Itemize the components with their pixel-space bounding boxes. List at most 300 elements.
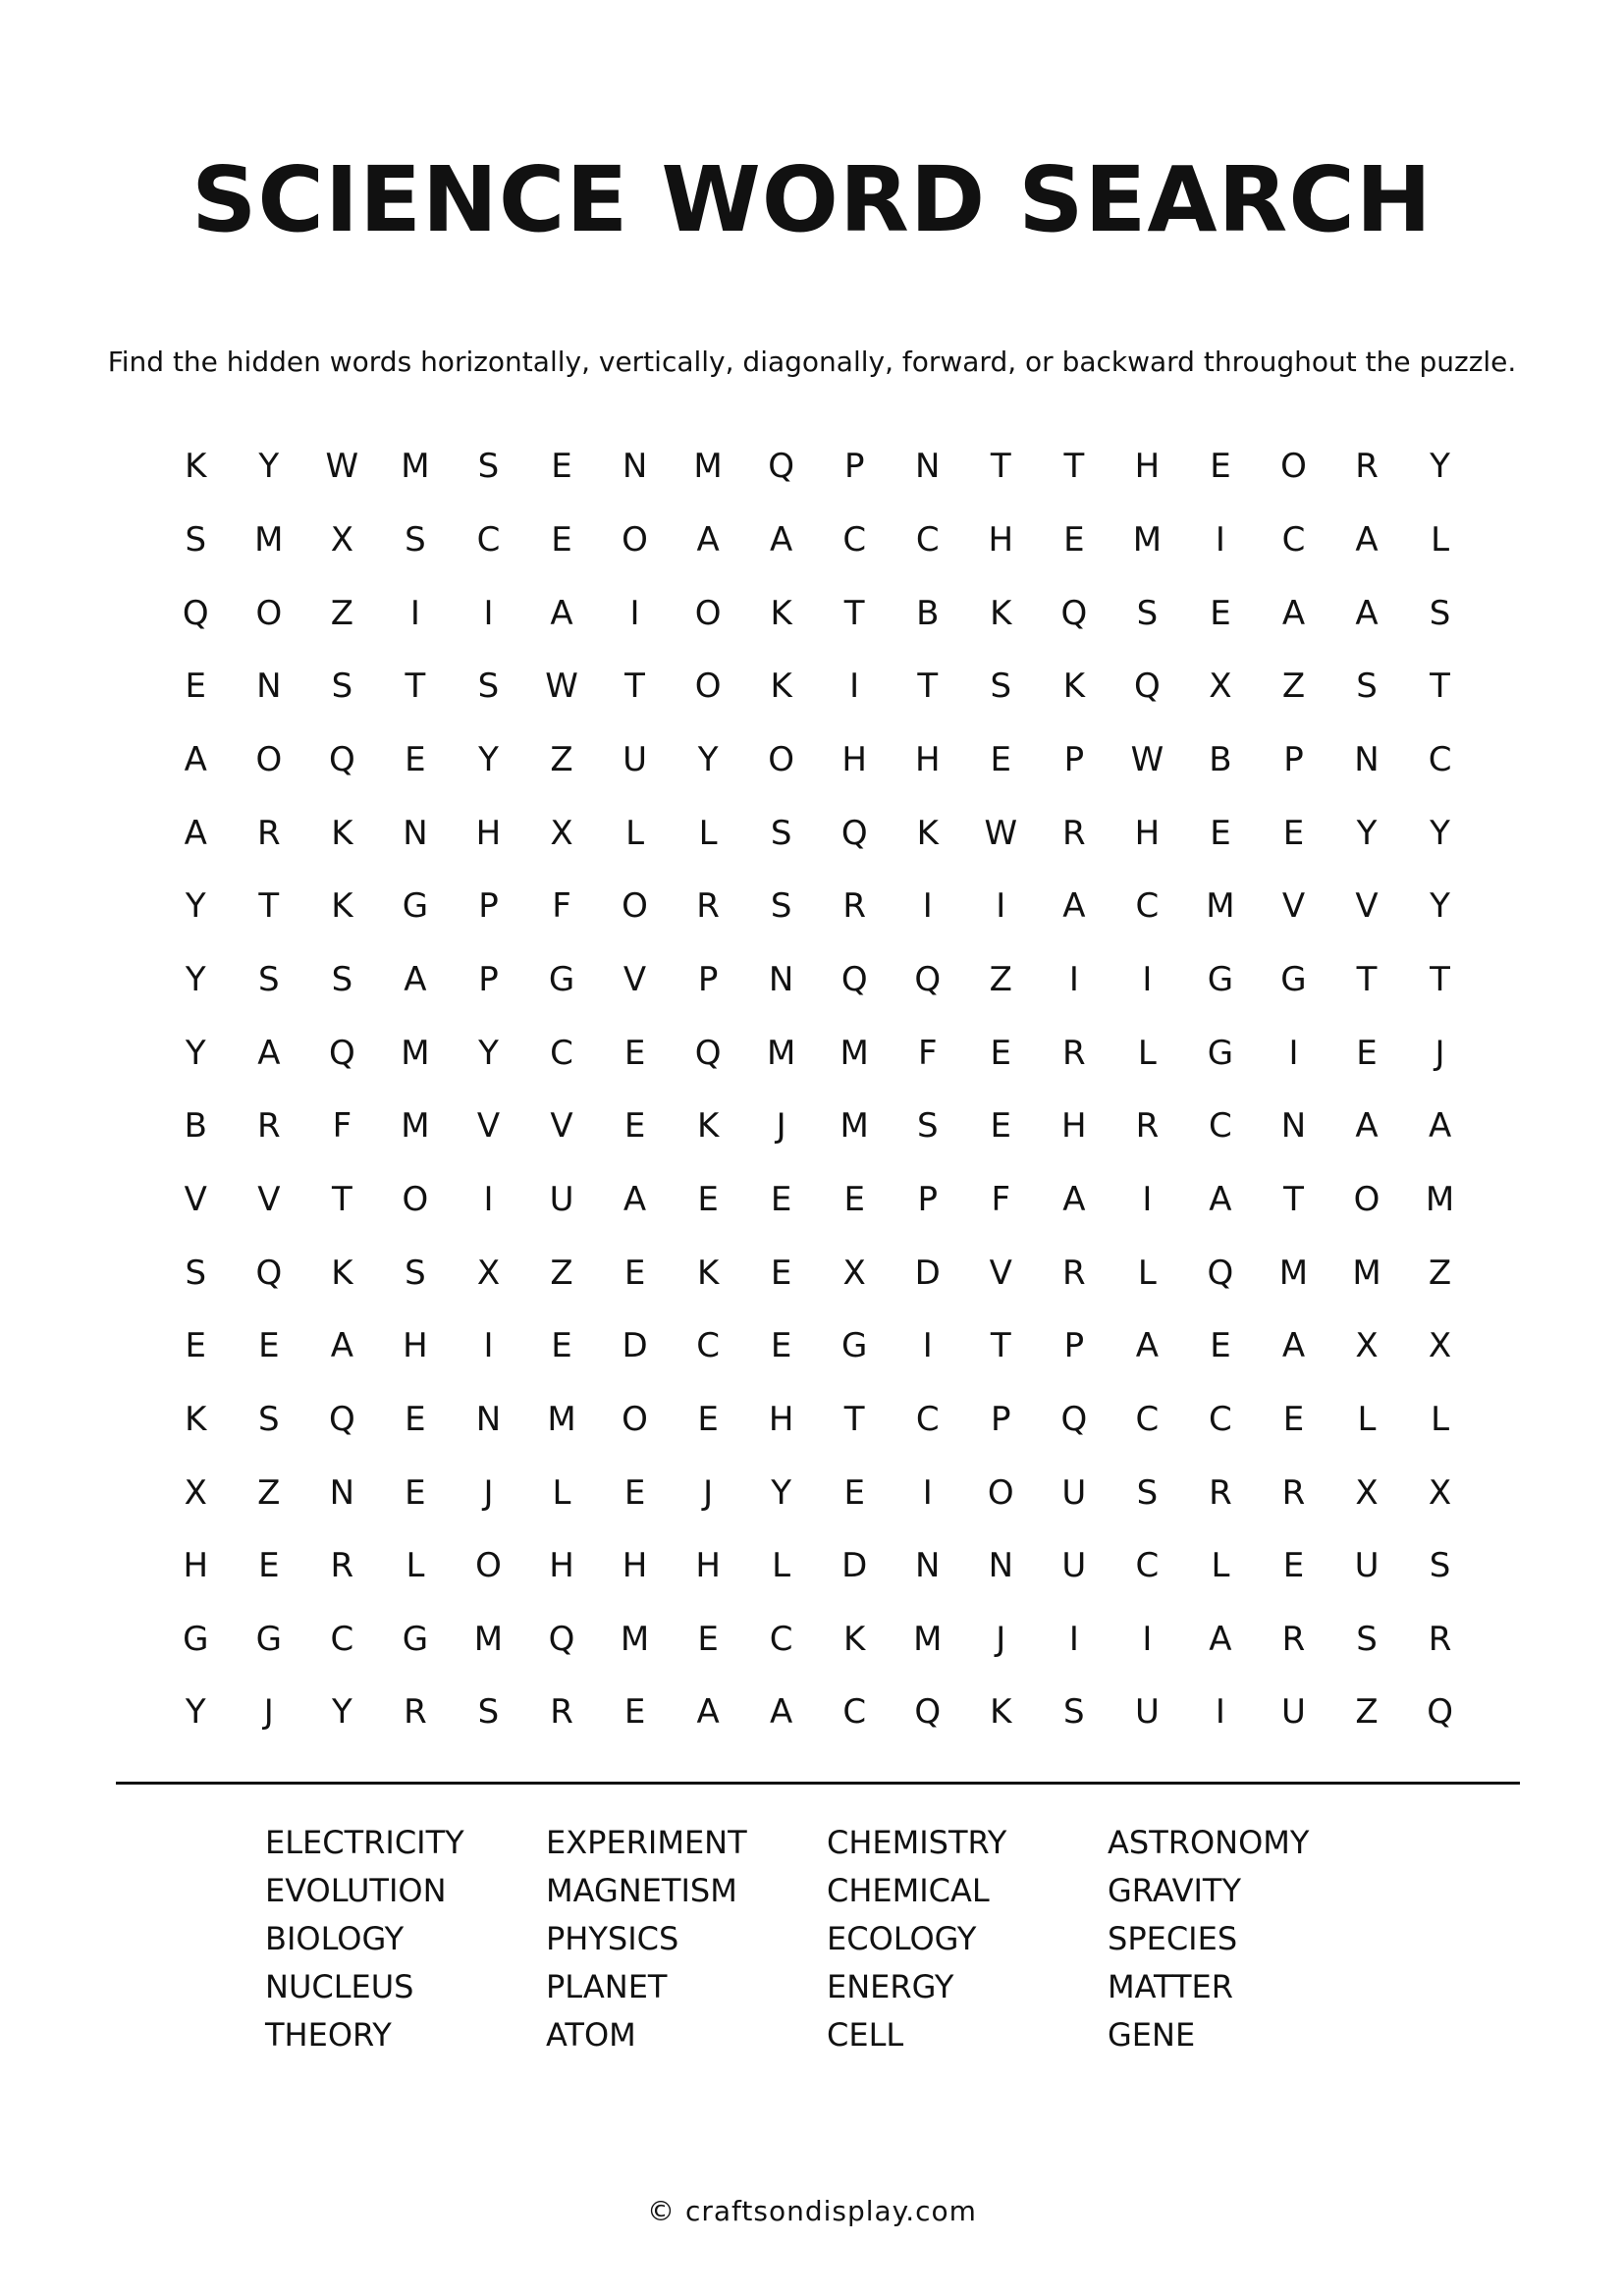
grid-letter: C (915, 1399, 940, 1439)
grid-letter: R (257, 813, 281, 853)
grid-letter: I (849, 667, 860, 707)
footer-credit: © craftsondisplay.com (647, 2195, 977, 2227)
grid-letter: E (551, 519, 572, 560)
grid-letter: F (991, 1179, 1011, 1219)
grid-letter: N (475, 1399, 502, 1439)
grid-letter: R (550, 1692, 573, 1733)
grid-letter: C (1135, 1546, 1160, 1586)
word-list-item: ENERGY (827, 1968, 954, 2005)
grid-letter: F (552, 886, 571, 927)
grid-letter: K (843, 1619, 866, 1659)
word-list-item: CHEMISTRY (827, 1824, 1007, 1861)
grid-letter: S (770, 813, 792, 853)
grid-letter: R (842, 886, 866, 927)
grid-letter: E (843, 1179, 865, 1219)
word-list-item: ASTRONOMY (1108, 1824, 1310, 1861)
grid-letter: H (841, 739, 867, 779)
grid-letter: O (622, 519, 648, 560)
grid-letter: R (1135, 1106, 1160, 1147)
grid-letter: K (770, 667, 792, 707)
grid-letter: C (550, 1033, 573, 1073)
grid-letter: S (990, 667, 1012, 707)
grid-letter: T (258, 886, 280, 927)
grid-letter: Q (840, 813, 868, 853)
grid-letter: R (1062, 1033, 1086, 1073)
grid-letter: S (477, 667, 500, 707)
page-title: SCIENCE WORD SEARCH (191, 147, 1433, 252)
grid-letter: M (1206, 886, 1235, 927)
grid-letter: I (1215, 519, 1225, 560)
grid-letter: A (770, 519, 793, 560)
grid-letter: T (1430, 667, 1450, 707)
grid-letter: E (990, 1033, 1012, 1073)
grid-letter: H (914, 739, 941, 779)
grid-letter: K (696, 1253, 720, 1293)
grid-letter: Y (1430, 886, 1450, 927)
grid-letter: A (1209, 1619, 1232, 1659)
grid-letter: N (915, 447, 941, 487)
grid-letter: J (483, 1472, 494, 1513)
grid-letter: R (696, 886, 720, 927)
grid-letter: R (257, 1106, 281, 1147)
grid-letter: E (405, 1472, 426, 1513)
grid-letter: S (1429, 1546, 1451, 1586)
grid-letter: S (258, 959, 280, 999)
grid-letter: E (258, 1546, 280, 1586)
word-list-item: THEORY (265, 2016, 392, 2054)
grid-letter: O (475, 1546, 502, 1586)
grid-letter: M (1425, 1179, 1455, 1219)
grid-letter: A (1355, 593, 1379, 633)
grid-letter: S (477, 1692, 500, 1733)
grid-letter: L (772, 1546, 791, 1586)
grid-letter: S (1063, 1692, 1085, 1733)
grid-letter: E (1210, 1326, 1231, 1366)
grid-letter: K (696, 1106, 720, 1147)
word-list-item: PHYSICS (546, 1920, 679, 1957)
grid-letter: N (256, 667, 282, 707)
grid-letter: Y (1430, 447, 1450, 487)
grid-letter: N (329, 1472, 355, 1513)
grid-letter: E (258, 1326, 280, 1366)
grid-letter: Y (331, 1692, 352, 1733)
word-list-item: SPECIES (1108, 1920, 1238, 1957)
grid-letter: N (1280, 1106, 1307, 1147)
grid-letter: O (1280, 447, 1307, 487)
grid-letter: E (1356, 1033, 1378, 1073)
grid-letter: I (1142, 1619, 1153, 1659)
word-list-item: PLANET (546, 1968, 668, 2005)
grid-letter: R (1281, 1619, 1306, 1659)
grid-letter: K (185, 1399, 207, 1439)
grid-letter: X (476, 1253, 501, 1293)
grid-letter: Q (1060, 593, 1088, 633)
grid-letter: X (842, 1253, 866, 1293)
grid-letter: P (697, 959, 719, 999)
grid-letter: Y (258, 447, 280, 487)
grid-letter: D (841, 1546, 868, 1586)
grid-letter: I (483, 1326, 494, 1366)
grid-letter: S (1136, 593, 1159, 633)
grid-letter: E (770, 1326, 792, 1366)
grid-letter: G (841, 1326, 868, 1366)
grid-letter: E (1063, 519, 1085, 560)
grid-letter: Q (182, 593, 209, 633)
grid-letter: O (622, 1399, 648, 1439)
grid-letter: Q (328, 1033, 355, 1073)
grid-letter: X (1428, 1472, 1452, 1513)
grid-letter: X (1428, 1326, 1452, 1366)
grid-letter: P (917, 1179, 938, 1219)
grid-letter: O (694, 667, 722, 707)
grid-letter: V (623, 959, 647, 999)
grid-letter: Z (257, 1472, 281, 1513)
word-list-item: EVOLUTION (265, 1872, 447, 1909)
grid-letter: I (1215, 1692, 1225, 1733)
grid-letter: R (1062, 813, 1086, 853)
grid-letter: Z (330, 593, 354, 633)
grid-letter: I (1068, 959, 1079, 999)
grid-letter: C (696, 1326, 720, 1366)
grid-letter: A (257, 1033, 281, 1073)
grid-letter: G (1207, 1033, 1234, 1073)
grid-letter: E (623, 1033, 646, 1073)
grid-letter: X (1209, 667, 1232, 707)
grid-letter: B (184, 1106, 207, 1147)
grid-letter: J (776, 1106, 786, 1147)
grid-letter: J (1435, 1033, 1445, 1073)
word-list-item: CELL (827, 2016, 904, 2054)
grid-letter: N (1354, 739, 1380, 779)
grid-letter: C (1135, 1399, 1160, 1439)
grid-letter: Q (768, 447, 795, 487)
grid-letter: C (1209, 1399, 1232, 1439)
grid-letter: V (257, 1179, 281, 1219)
grid-letter: L (1431, 519, 1450, 560)
grid-letter: S (185, 1253, 207, 1293)
grid-letter: X (184, 1472, 207, 1513)
grid-letter: H (549, 1546, 574, 1586)
grid-letter: L (1137, 1033, 1157, 1073)
grid-letter: G (1280, 959, 1307, 999)
grid-letter: Q (840, 959, 868, 999)
grid-letter: H (988, 519, 1014, 560)
grid-letter: H (1134, 813, 1161, 853)
grid-letter: Y (1356, 813, 1378, 853)
grid-letter: A (1062, 1179, 1086, 1219)
grid-letter: D (914, 1253, 941, 1293)
grid-letter: U (549, 1179, 574, 1219)
grid-letter: P (1063, 739, 1085, 779)
grid-letter: H (622, 1546, 648, 1586)
grid-letter: K (331, 886, 353, 927)
grid-letter: N (768, 959, 794, 999)
grid-letter: D (622, 1326, 648, 1366)
word-list-item: BIOLOGY (265, 1920, 405, 1957)
grid-letter: A (1062, 886, 1086, 927)
grid-letter: A (696, 1692, 720, 1733)
grid-letter: Y (478, 739, 499, 779)
grid-letter: C (1281, 519, 1306, 560)
grid-letter: P (478, 886, 499, 927)
grid-letter: A (696, 519, 720, 560)
grid-letter: L (698, 813, 718, 853)
word-list-item: GENE (1108, 2016, 1196, 2054)
grid-letter: C (1209, 1106, 1232, 1147)
grid-letter: Q (1207, 1253, 1234, 1293)
grid-letter: M (1132, 519, 1163, 560)
grid-letter: E (551, 447, 572, 487)
grid-letter: A (1281, 1326, 1306, 1366)
grid-letter: I (629, 593, 640, 633)
grid-letter: J (703, 1472, 714, 1513)
grid-letter: U (1061, 1472, 1087, 1513)
grid-letter: Q (694, 1033, 722, 1073)
grid-letter: E (990, 1106, 1012, 1147)
grid-letter: F (917, 1033, 938, 1073)
grid-letter: V (184, 1179, 207, 1219)
grid-letter: I (1142, 1179, 1153, 1219)
grid-letter: O (622, 886, 648, 927)
grid-letter: A (330, 1326, 353, 1366)
word-list-item: CHEMICAL (827, 1872, 990, 1909)
grid-letter: H (183, 1546, 209, 1586)
grid-letter: P (1283, 739, 1304, 779)
grid-letter: C (1135, 886, 1160, 927)
grid-letter: E (1210, 813, 1231, 853)
grid-letter: A (770, 1692, 793, 1733)
grid-letter: R (330, 1546, 354, 1586)
grid-letter: T (624, 667, 645, 707)
grid-letter: S (331, 959, 353, 999)
grid-letter: E (697, 1179, 719, 1219)
grid-letter: W (1130, 739, 1164, 779)
grid-letter: Y (185, 1692, 206, 1733)
grid-letter: S (477, 447, 500, 487)
grid-letter: E (1282, 1546, 1305, 1586)
grid-letter: G (402, 886, 429, 927)
grid-letter: A (184, 813, 207, 853)
word-list-item: EXPERIMENT (546, 1824, 747, 1861)
grid-letter: U (623, 739, 647, 779)
grid-letter: G (402, 1619, 429, 1659)
grid-letter: A (550, 593, 573, 633)
grid-letter: I (996, 886, 1006, 927)
grid-letter: K (990, 593, 1012, 633)
grid-letter: C (915, 519, 940, 560)
grid-letter: E (405, 1399, 426, 1439)
grid-letter: V (1355, 886, 1379, 927)
grid-letter: Y (771, 1472, 792, 1513)
grid-letter: Y (478, 1033, 499, 1073)
grid-letter: E (1210, 593, 1231, 633)
grid-letter: C (1428, 739, 1452, 779)
grid-letter: I (1288, 1033, 1299, 1073)
grid-letter: Y (1430, 813, 1450, 853)
divider (116, 1782, 1520, 1785)
grid-letter: E (843, 1472, 865, 1513)
grid-letter: S (405, 519, 426, 560)
grid-letter: K (770, 593, 792, 633)
grid-letter: E (1210, 447, 1231, 487)
grid-letter: I (922, 1472, 933, 1513)
grid-letter: R (1428, 1619, 1452, 1659)
grid-letter: E (623, 1692, 646, 1733)
grid-letter: M (1278, 1253, 1309, 1293)
grid-letter: E (990, 739, 1012, 779)
grid-letter: T (917, 667, 939, 707)
grid-letter: U (1061, 1546, 1087, 1586)
grid-letter: Q (328, 739, 355, 779)
grid-letter: K (331, 813, 353, 853)
grid-letter: E (623, 1472, 646, 1513)
grid-letter: K (185, 447, 207, 487)
word-list-item: MATTER (1108, 1968, 1233, 2005)
grid-letter: Q (1134, 667, 1161, 707)
grid-letter: U (1281, 1692, 1306, 1733)
grid-letter: A (1209, 1179, 1232, 1219)
grid-letter: P (991, 1399, 1011, 1439)
grid-letter: K (331, 1253, 353, 1293)
grid-letter: J (263, 1692, 274, 1733)
grid-letter: C (476, 519, 501, 560)
grid-letter: T (405, 667, 426, 707)
grid-letter: V (989, 1253, 1012, 1293)
grid-letter: T (1063, 447, 1085, 487)
grid-letter: K (990, 1692, 1012, 1733)
grid-letter: E (1282, 1399, 1305, 1439)
grid-letter: H (768, 1399, 794, 1439)
grid-letter: P (1063, 1326, 1085, 1366)
grid-letter: L (1137, 1253, 1157, 1293)
grid-letter: L (406, 1546, 425, 1586)
grid-letter: O (768, 739, 795, 779)
grid-letter: I (483, 1179, 494, 1219)
grid-letter: E (697, 1619, 719, 1659)
grid-letter: E (551, 1326, 572, 1366)
grid-letter: O (402, 1179, 429, 1219)
grid-letter: O (987, 1472, 1014, 1513)
grid-letter: Q (255, 1253, 283, 1293)
grid-letter: Y (185, 886, 206, 927)
grid-letter: Q (1427, 1692, 1453, 1733)
grid-letter: A (1355, 519, 1379, 560)
grid-letter: H (1061, 1106, 1087, 1147)
grid-letter: E (697, 1399, 719, 1439)
grid-letter: R (404, 1692, 427, 1733)
grid-letter: M (473, 1619, 504, 1659)
grid-letter: E (623, 1106, 646, 1147)
grid-letter: T (843, 593, 865, 633)
grid-letter: Z (1281, 667, 1306, 707)
grid-letter: I (409, 593, 420, 633)
grid-letter: X (550, 813, 573, 853)
grid-letter: Z (550, 739, 573, 779)
grid-letter: R (1355, 447, 1379, 487)
instructions-text: Find the hidden words horizontally, vertically, diagonally, forward, or backward throughout the puzzle. (107, 346, 1517, 378)
grid-letter: M (693, 447, 723, 487)
grid-letter: Z (1355, 1692, 1379, 1733)
grid-letter: M (254, 519, 284, 560)
word-list (265, 1824, 1388, 2064)
grid-letter: I (483, 593, 494, 633)
grid-letter: Q (914, 1692, 942, 1733)
grid-letter: Z (989, 959, 1012, 999)
grid-letter: S (331, 667, 353, 707)
grid-letter: L (552, 1472, 571, 1513)
grid-letter: Q (1060, 1399, 1088, 1439)
grid-letter: Y (185, 959, 206, 999)
grid-letter: P (843, 447, 865, 487)
grid-letter: X (1355, 1326, 1379, 1366)
grid-letter: A (1135, 1326, 1160, 1366)
grid-letter: I (1068, 1619, 1079, 1659)
grid-letter: U (1354, 1546, 1380, 1586)
grid-letter: E (185, 1326, 207, 1366)
grid-letter: N (988, 1546, 1013, 1586)
word-list-item: MAGNETISM (546, 1872, 737, 1909)
grid-letter: C (330, 1619, 354, 1659)
grid-letter: C (842, 1692, 867, 1733)
grid-letter: H (695, 1546, 721, 1586)
grid-letter: W (325, 447, 359, 487)
grid-letter: L (1431, 1399, 1450, 1439)
grid-letter: H (1134, 447, 1161, 487)
grid-letter: E (770, 1253, 792, 1293)
grid-letter: U (1134, 1692, 1160, 1733)
grid-letter: E (1282, 813, 1305, 853)
grid-letter: B (1209, 739, 1232, 779)
grid-letter: C (769, 1619, 793, 1659)
grid-letter: F (332, 1106, 352, 1147)
grid-letter: G (1207, 959, 1234, 999)
grid-letter: S (1356, 667, 1378, 707)
grid-letter: K (916, 813, 939, 853)
grid-letter: N (915, 1546, 941, 1586)
grid-letter: C (842, 519, 867, 560)
grid-letter: I (922, 1326, 933, 1366)
word-list-item: ATOM (546, 2016, 636, 2054)
word-list-item: ELECTRICITY (265, 1824, 464, 1861)
word-list-item: NUCLEUS (265, 1968, 414, 2005)
grid-letter: S (1429, 593, 1451, 633)
grid-letter: E (185, 667, 207, 707)
grid-letter: A (1428, 1106, 1452, 1147)
grid-letter: S (916, 1106, 939, 1147)
grid-letter: M (766, 1033, 796, 1073)
grid-letter: M (401, 447, 430, 487)
grid-letter: N (622, 447, 648, 487)
grid-letter: W (545, 667, 578, 707)
grid-letter: R (1062, 1253, 1086, 1293)
grid-letter: O (255, 739, 283, 779)
grid-letter: Y (697, 739, 719, 779)
grid-letter: X (330, 519, 354, 560)
grid-letter: O (255, 593, 283, 633)
grid-letter: A (623, 1179, 647, 1219)
grid-letter: L (1357, 1399, 1377, 1439)
grid-letter: G (255, 1619, 282, 1659)
grid-letter: J (996, 1619, 1006, 1659)
word-list-item: GRAVITY (1108, 1872, 1241, 1909)
grid-letter: M (401, 1033, 430, 1073)
letter-grid (159, 430, 1477, 1749)
grid-letter: S (1136, 1472, 1159, 1513)
grid-letter: T (843, 1399, 865, 1439)
grid-letter: M (547, 1399, 576, 1439)
grid-letter: S (405, 1253, 426, 1293)
grid-letter: E (405, 739, 426, 779)
